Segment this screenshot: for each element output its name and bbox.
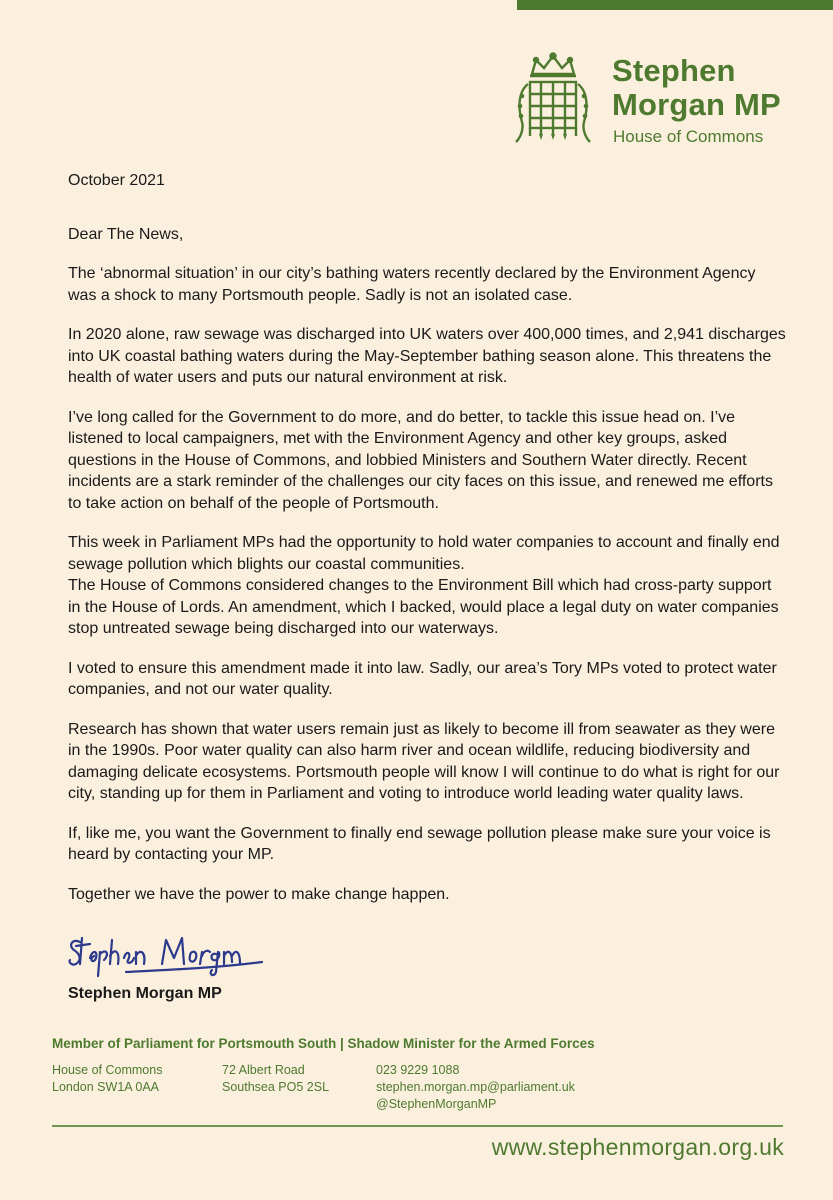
letter-salutation: Dear The News, bbox=[68, 225, 184, 243]
brand-subtitle: House of Commons bbox=[613, 127, 764, 146]
brand-name-line1: Stephen bbox=[612, 53, 736, 88]
header-accent-bar bbox=[517, 0, 833, 10]
footer-line: House of Commons bbox=[52, 1063, 163, 1077]
letter-date: October 2021 bbox=[68, 172, 165, 189]
letter-paragraph: Research has shown that water users remain just as likely to become ill from seawater as they were in the 1990s. Poor water quality can also harm river and ocean wildlife, reducing biodiversity and damaging delicate ecosystems. Portsmouth people will know I will continue to do what is right for our city, standing up for them in Parliament and voting to introduce world leading water quality laws. bbox=[68, 720, 780, 802]
footer-contact bbox=[376, 1062, 575, 1113]
footer-line: Southsea PO5 2SL bbox=[222, 1080, 330, 1094]
brand-name bbox=[612, 54, 781, 122]
letter-paragraph: The House of Commons considered changes to the Environment Bill which had cross-party support in the House of Lords. An amendment, which I backed, would place a legal duty on water companies stop untreated sewage being discharged into our waterways. bbox=[68, 577, 779, 637]
handwritten-signature bbox=[66, 930, 266, 978]
footer-line: 72 Albert Road bbox=[222, 1063, 305, 1077]
letter-paragraph: The ‘abnormal situation’ in our city’s bathing waters recently declared by the Environment Agency was a shock to many Portsmouth people. Sadly is not an isolated case. bbox=[68, 265, 756, 304]
footer-line: London SW1A 0AA bbox=[52, 1080, 160, 1094]
footer-address-westminster bbox=[52, 1062, 162, 1096]
portcullis-crest-icon bbox=[510, 52, 596, 146]
footer-address-constituency bbox=[222, 1062, 329, 1096]
letter-paragraph: I voted to ensure this amendment made it into law. Sadly, our area’s Tory MPs voted to protect water companies, and not our water quality. bbox=[68, 659, 777, 698]
footer-website: www.stephenmorgan.org.uk bbox=[491, 1134, 784, 1160]
signatory-name: Stephen Morgan MP bbox=[68, 985, 222, 1002]
footer-handle: @StephenMorganMP bbox=[376, 1097, 497, 1111]
footer-divider bbox=[52, 1125, 783, 1127]
footer-phone: 023 9229 1088 bbox=[376, 1063, 460, 1077]
letter-paragraph: If, like me, you want the Government to finally end sewage pollution please make sure your voice is heard by contacting your MP. bbox=[68, 824, 771, 863]
brand-name-line2: Morgan MP bbox=[612, 87, 781, 122]
letter-paragraph: Together we have the power to make change happen. bbox=[68, 885, 450, 903]
letter-body bbox=[68, 170, 788, 905]
footer-title: Member of Parliament for Portsmouth South | Shadow Minister for the Armed Forces bbox=[52, 1036, 595, 1051]
footer-email: stephen.morgan.mp@parliament.uk bbox=[376, 1080, 575, 1094]
letter-paragraph: I’ve long called for the Government to do more, and do better, to tackle this issue head on. I’ve listened to local campaigners, met with the Environment Agency and other key groups, asked questions in the House of Commons, and lobbied Ministers and Southern Water directly. Recent incidents are a stark reminder of the challenges our city faces on this issue, and renewed me efforts to take action on behalf of the people of Portsmouth. bbox=[68, 408, 773, 512]
letter-paragraph: This week in Parliament MPs had the opportunity to hold water companies to account and finally end sewage pollution which blights our coastal communities. bbox=[68, 534, 780, 573]
letter-paragraph: In 2020 alone, raw sewage was discharged into UK waters over 400,000 times, and 2,941 discharges into UK coastal bathing waters during the May-September bathing season alone. This threatens the health of water users and puts our natural environment at risk. bbox=[68, 326, 786, 386]
